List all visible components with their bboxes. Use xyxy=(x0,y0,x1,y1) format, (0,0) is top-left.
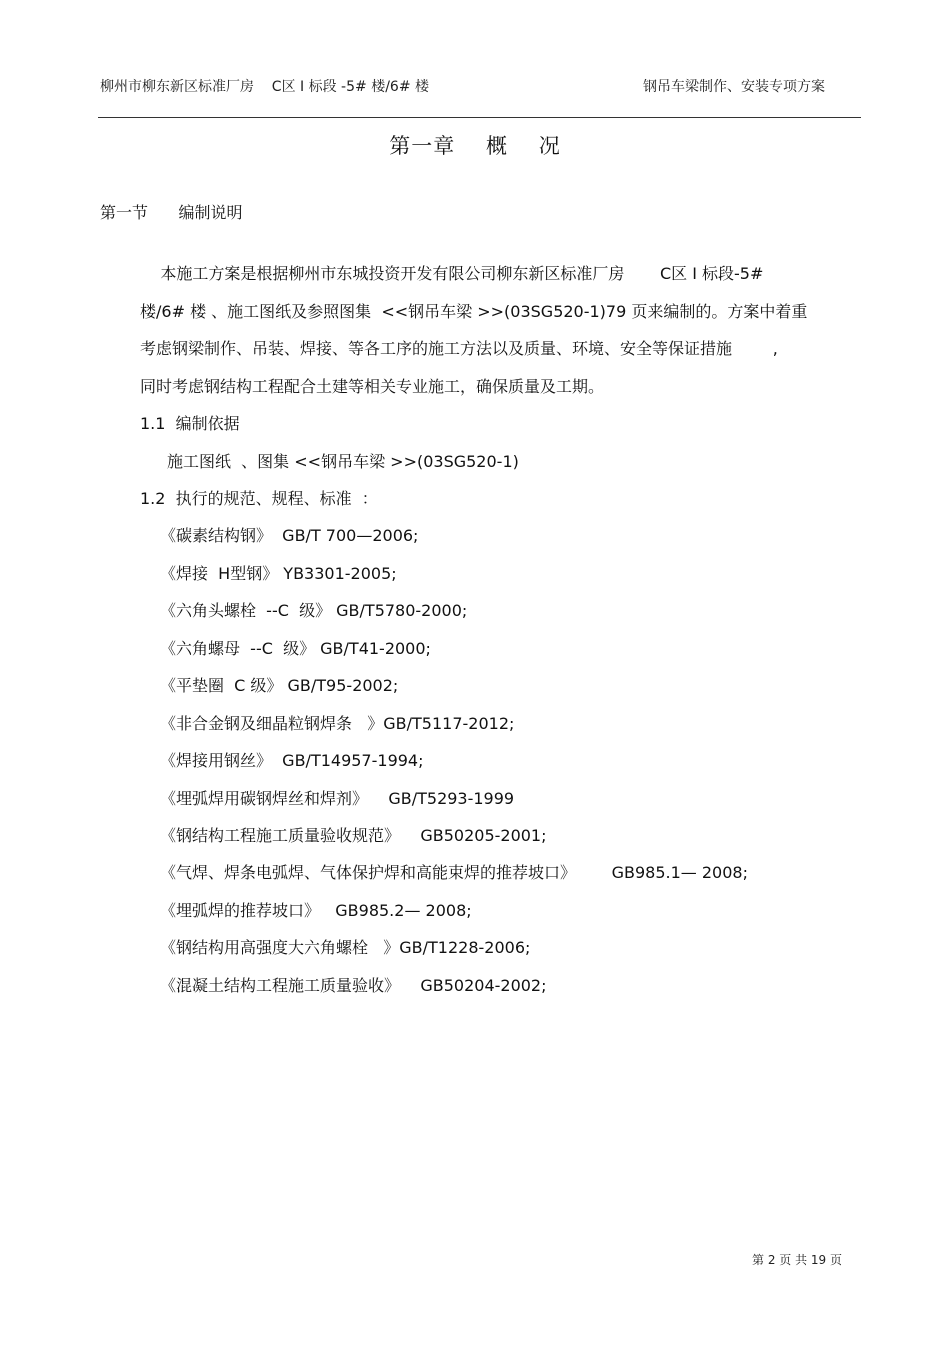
standard-item: 《钢结构工程施工质量验收规范》 GB50205-2001; xyxy=(160,826,547,845)
subsection-1-1-heading: 1.1 编制依据 xyxy=(140,414,240,433)
standard-item: 《埋弧焊的推荐坡口》 GB985.2— 2008; xyxy=(160,901,472,920)
standard-item: 《碳素结构钢》 GB/T 700—2006; xyxy=(160,526,419,545)
standard-item: 《焊接用钢丝》 GB/T14957-1994; xyxy=(160,751,424,770)
standard-item: 《平垫圈 C 级》 GB/T95-2002; xyxy=(160,676,399,695)
subsection-1-1-text: 施工图纸 、图集 <<钢吊车梁 >>(03SG520-1) xyxy=(167,452,519,471)
header-left-project: 柳州市柳东新区标准厂房 C区 I 标段 -5# 楼/6# 楼 xyxy=(100,79,429,95)
subsection-1-2-heading: 1.2 执行的规范、规程、标准 ： xyxy=(140,489,378,508)
standard-item: 《六角头螺栓 --C 级》 GB/T5780-2000; xyxy=(160,601,468,620)
standard-item: 《六角螺母 --C 级》 GB/T41-2000; xyxy=(160,639,431,658)
chapter-title: 第一章 概 况 xyxy=(389,134,561,158)
intro-line: 考虑钢梁制作、吊装、焊接、等各工序的施工方法以及质量、环境、安全等保证措施 , xyxy=(140,339,778,358)
intro-line: 同时考虑钢结构工程配合土建等相关专业施工，确保质量及工期。 xyxy=(140,377,605,396)
standard-item: 《非合金钢及细晶粒钢焊条 》GB/T5117-2012; xyxy=(160,714,515,733)
header-divider xyxy=(98,117,861,118)
standard-item: 《焊接 H型钢》 YB3301-2005; xyxy=(160,564,397,583)
intro-line: 楼/6# 楼 、施工图纸及参照图集 <<钢吊车梁 >>(03SG520-1)79 页来编制的。方案中着重 xyxy=(140,302,808,321)
standard-item: 《气焊、焊条电弧焊、气体保护焊和高能束焊的推荐坡口》 GB985.1— 2008; xyxy=(160,863,748,882)
standard-item: 《埋弧焊用碳钢焊丝和焊剂》 GB/T5293-1999 xyxy=(160,789,515,808)
page-number-footer: 第 2 页 共 19 页 xyxy=(752,1253,842,1267)
header-right-document-title: 钢吊车梁制作、安装专项方案 xyxy=(643,79,825,95)
intro-line: 本施工方案是根据柳州市东城投资开发有限公司柳东新区标准厂房 C区 I 标段-5# xyxy=(140,264,764,283)
standard-item: 《钢结构用高强度大六角螺栓 》GB/T1228-2006; xyxy=(160,938,531,957)
standard-item: 《混凝土结构工程施工质量验收》 GB50204-2002; xyxy=(160,976,547,995)
section-title: 第一节 编制说明 xyxy=(100,203,243,222)
